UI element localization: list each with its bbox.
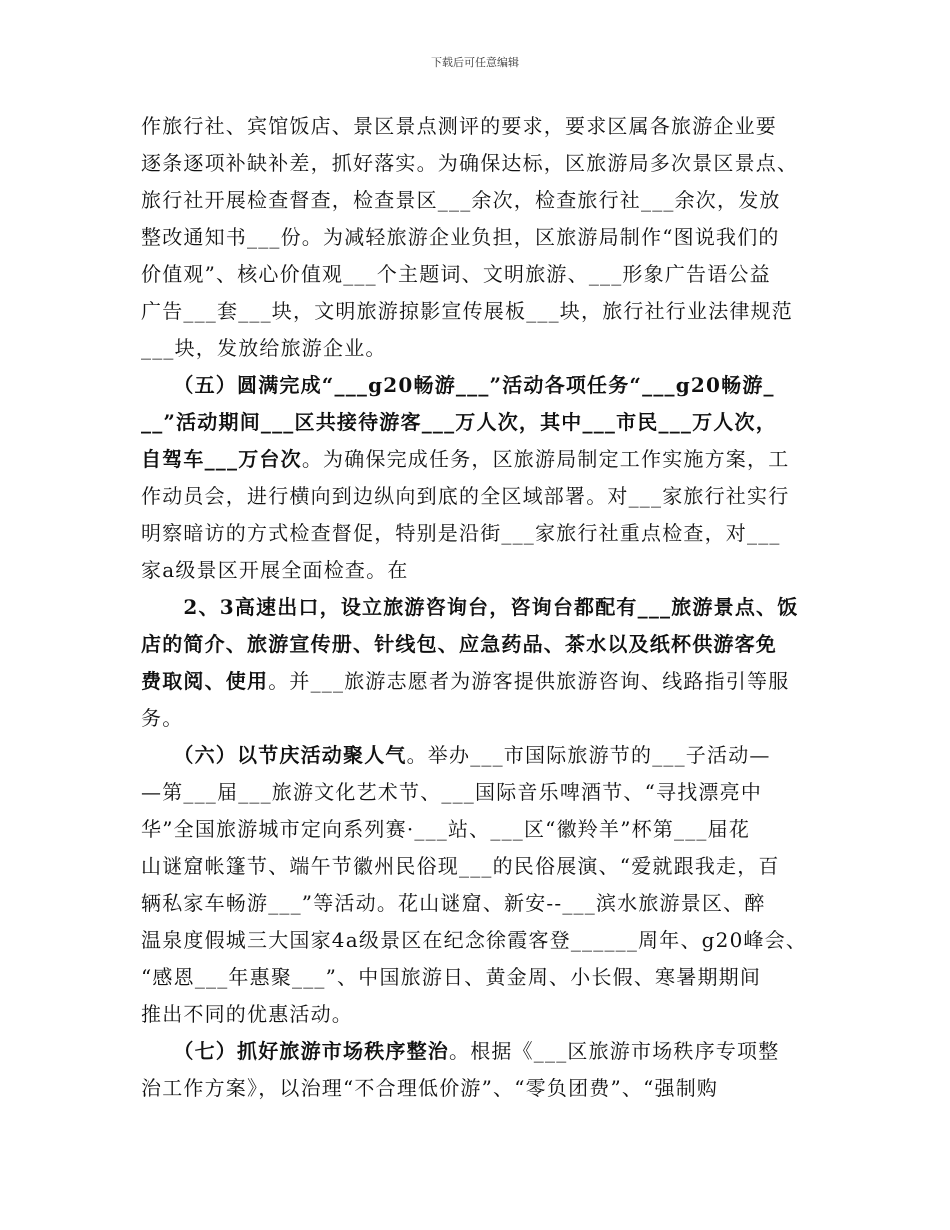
text-line [141, 404, 821, 441]
text-line [141, 219, 821, 256]
bold-text-segment: __”活动期间___区共接待游客___万人次，其中___市民___万人次， [141, 410, 777, 434]
text-segment: 温泉度假城三大国家4a级景区在纪念徐霞客登______周年、g20峰会、 [141, 928, 808, 952]
text-segment: 逐条逐项补缺补差，抓好落实。为确保达标，区旅游局多次景区景点、 [141, 151, 799, 175]
text-segment: —第___届___旅游文化艺术节、___国际音乐啤酒节、“寻找漂亮中 [141, 780, 763, 804]
text-line [141, 293, 821, 330]
bold-text-segment: （七）抓好旅游市场秩序整治 [141, 1039, 449, 1063]
text-segment: 山谜窟帐篷节、端午节徽州民俗现___的民俗展演、“爱就跟我走，百 [141, 854, 780, 878]
text-segment: 辆私家车畅游___”等活动。花山谜窟、新安--___滨水旅游景区、醉 [141, 891, 766, 915]
bold-text-segment: （五）圆满完成“___g20畅游___”活动各项任务“___g20畅游_ [141, 373, 775, 397]
text-line [141, 552, 821, 589]
text-line [141, 848, 821, 885]
text-segment: 。并___旅游志愿者为游客提供旅游咨询、线路指引等服 [268, 669, 790, 693]
text-line [141, 330, 821, 367]
text-segment: 。举办___市国际旅游节的___子活动— [406, 743, 771, 767]
text-segment: “感恩___年惠聚___”、中国旅游日、黄金周、小长假、寒暑期期间 [141, 965, 762, 989]
text-segment: 广告___套___块，文明旅游掠影宣传展板___块，旅行社行业法律规范 [141, 299, 793, 323]
text-segment: 华”全国旅游城市定向系列赛·___站、___区“徽羚羊”杯第___届花 [141, 817, 751, 841]
body-text [141, 108, 821, 1107]
text-line [141, 256, 821, 293]
text-segment: 。根据《___区旅游市场秩序专项整 [449, 1039, 780, 1063]
text-line [141, 108, 821, 145]
text-line [141, 774, 821, 811]
text-line [141, 700, 821, 737]
text-segment: 作动员会，进行横向到边纵向到底的全区域部署。对___家旅行社实行 [141, 484, 790, 508]
bold-text-segment: 店的简介、旅游宣传册、针线包、应急药品、茶水以及纸杯供游客免 [141, 632, 777, 656]
text-line [141, 737, 821, 774]
text-segment: 旅行社开展检查督查，检查景区___余次，检查旅行社___余次，发放 [141, 188, 781, 212]
text-line [141, 515, 821, 552]
text-line [141, 145, 821, 182]
text-line [141, 182, 821, 219]
text-segment: 家a级景区开展全面检查。在 [141, 558, 409, 582]
text-segment: 整改通知书___份。为减轻旅游企业负担，区旅游局制作“图说我们的 [141, 225, 780, 249]
text-line [141, 1070, 821, 1107]
text-line [141, 367, 821, 404]
page-header: 下载后可任意编辑 [431, 56, 519, 69]
text-line [141, 959, 821, 996]
text-segment: 作旅行社、宾馆饭店、景区景点测评的要求，要求区属各旅游企业要 [141, 114, 777, 138]
bold-text-segment: 2、3高速出口，设立旅游咨询台，咨询台都配有___旅游景点、饭 [141, 595, 799, 619]
text-line [141, 589, 821, 626]
text-line [141, 478, 821, 515]
text-segment: 明察暗访的方式检查督促，特别是沿街___家旅行社重点检查，对___ [141, 521, 781, 545]
text-line [141, 663, 821, 700]
text-segment: ___块，发放给旅游企业。 [141, 336, 387, 360]
text-segment: 。为确保完成任务，区旅游局制定工作实施方案，工 [301, 447, 790, 471]
text-line [141, 1033, 821, 1070]
text-line [141, 996, 821, 1033]
text-segment: 价值观”、核心价值观___个主题词、文明旅游、___形象广告语公益 [141, 262, 771, 286]
bold-text-segment: 自驾车___万台次 [141, 447, 302, 471]
text-segment: 推出不同的优惠活动。 [141, 1002, 353, 1026]
text-segment: 务。 [141, 706, 184, 730]
bold-text-segment: 费取阅、使用 [141, 669, 269, 693]
text-line [141, 922, 821, 959]
text-line [141, 811, 821, 848]
bold-text-segment: （六）以节庆活动聚人气 [141, 743, 407, 767]
text-segment: 治工作方案》，以治理“不合理低价游”、“零负团费”、“强制购 [141, 1076, 719, 1100]
text-line [141, 441, 821, 478]
text-line [141, 885, 821, 922]
text-line [141, 626, 821, 663]
